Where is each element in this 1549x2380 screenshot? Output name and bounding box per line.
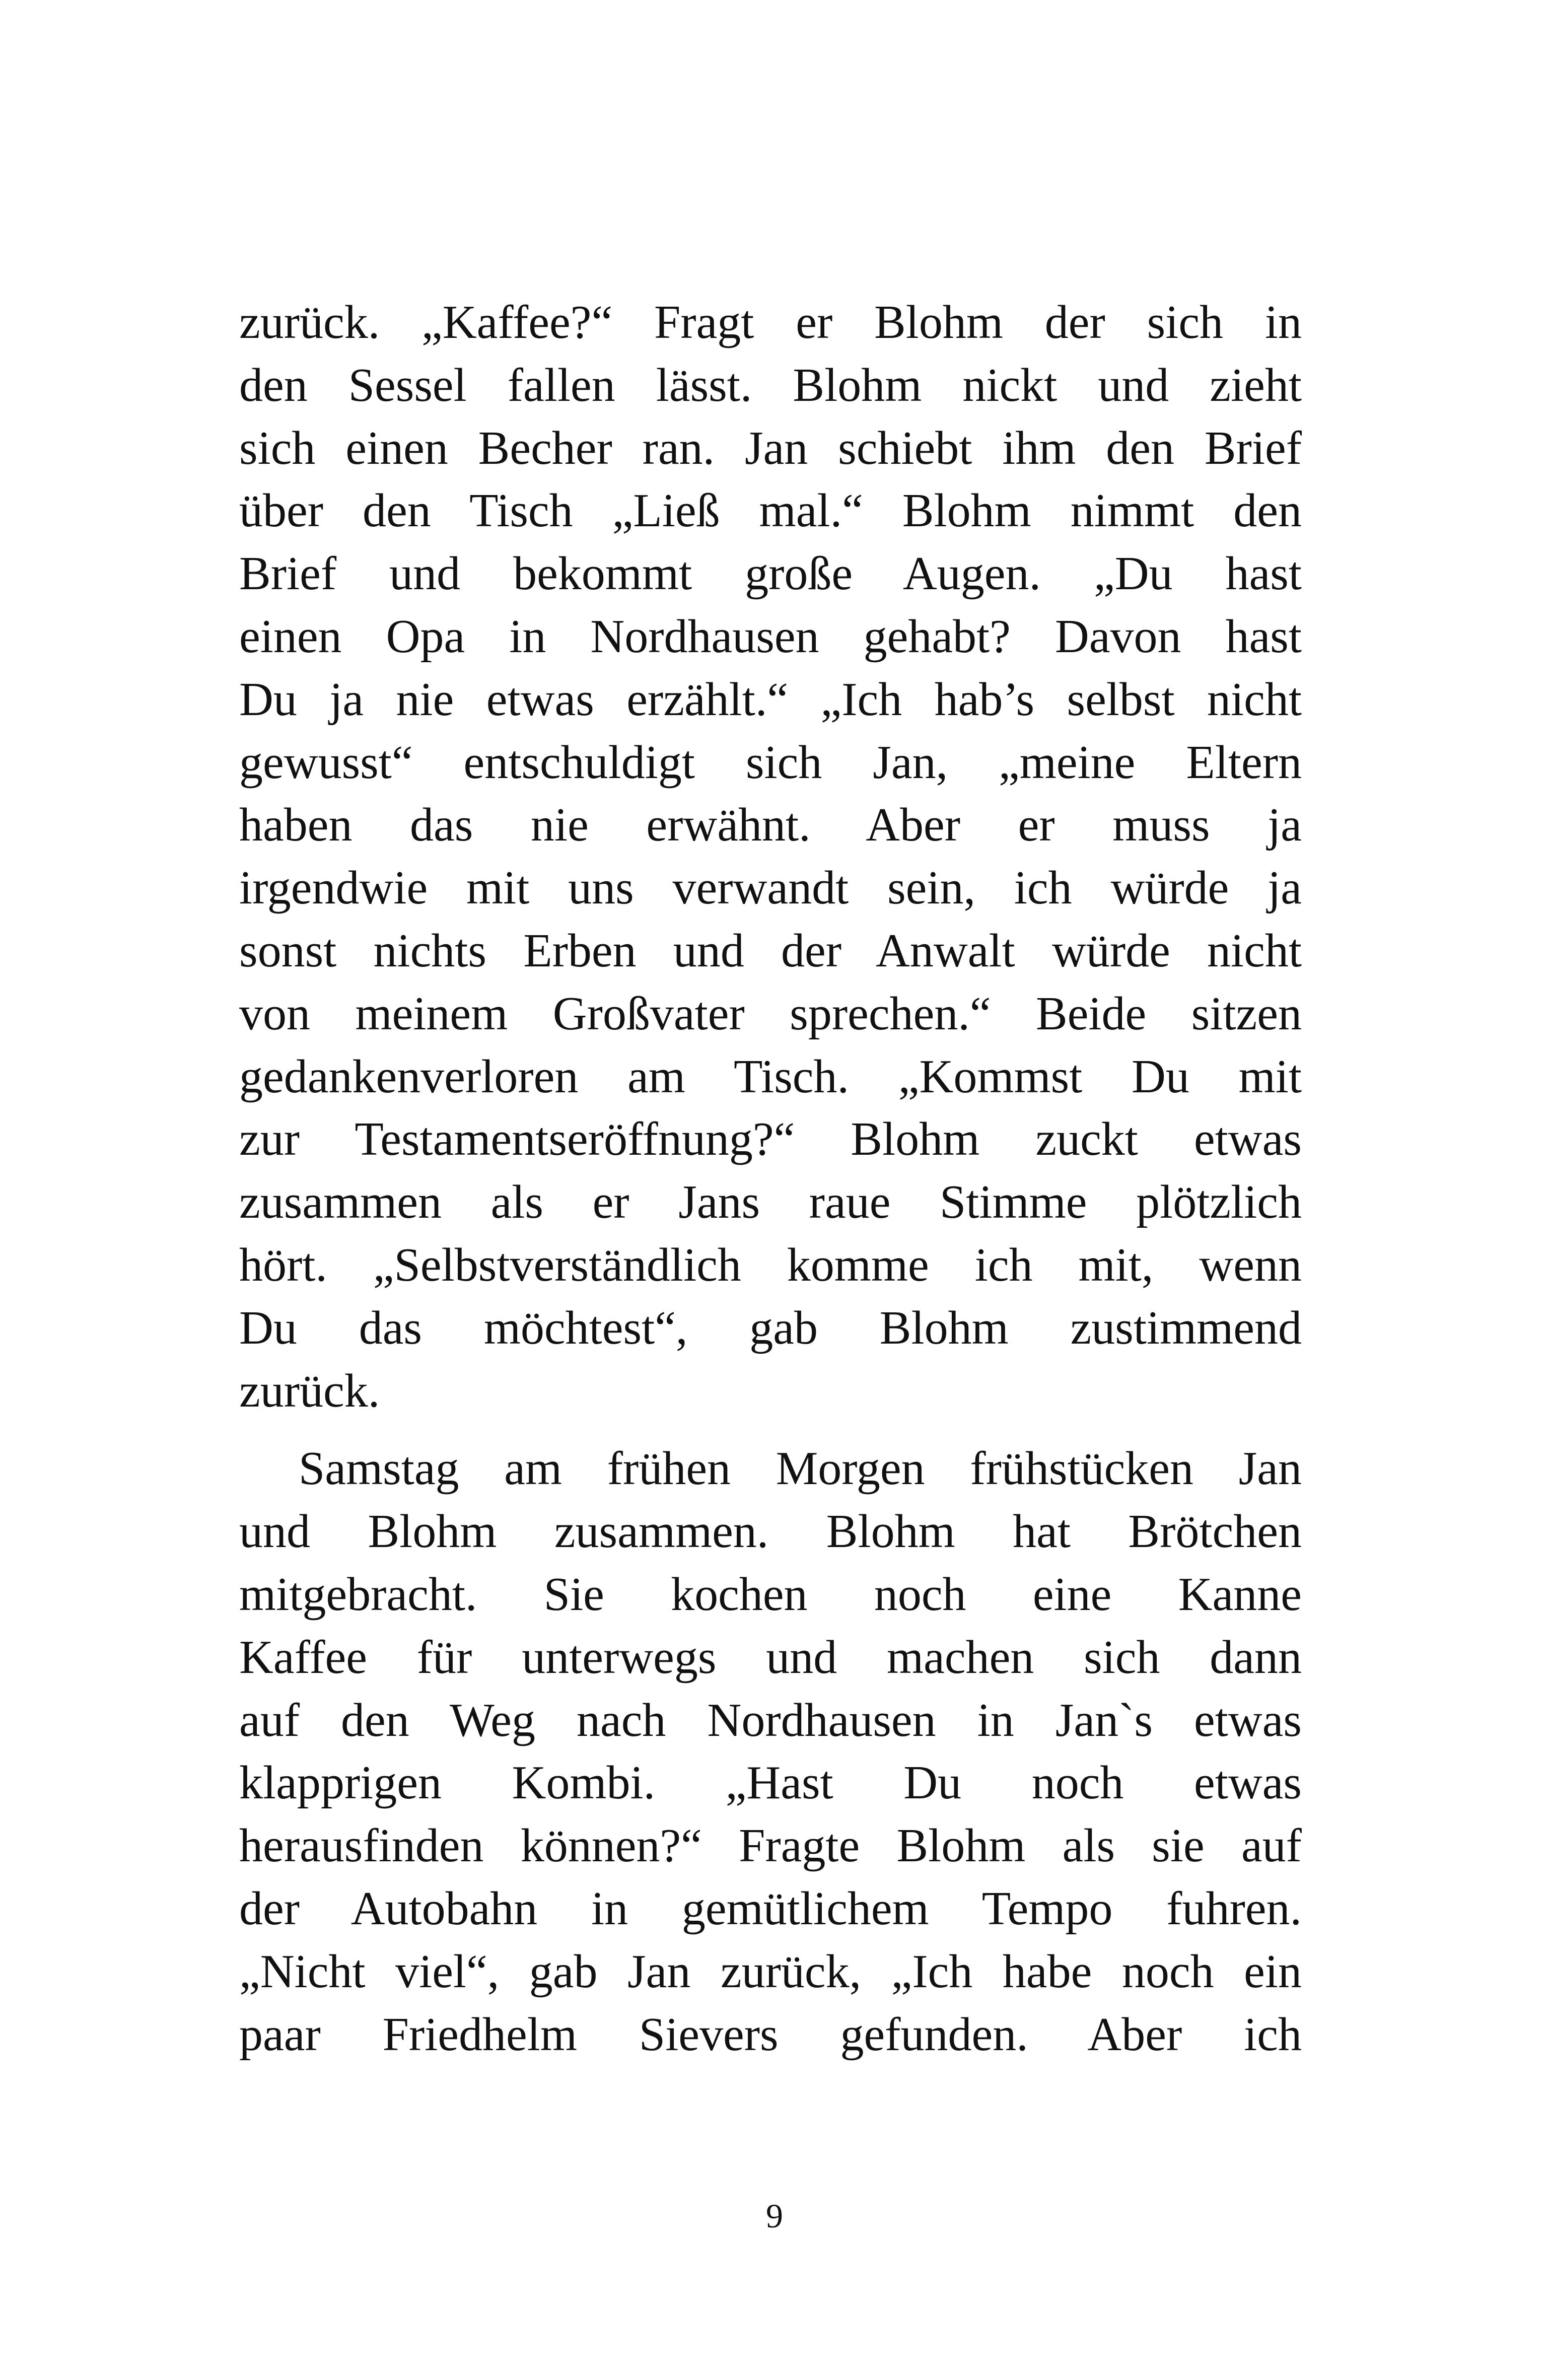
text-line: zurück. (239, 1364, 380, 1417)
text-line: einen Opa in Nordhausen gehabt? Davon hast (239, 610, 1302, 663)
text-line: „Nicht viel“, gab Jan zurück, „Ich habe noch ein (239, 1945, 1302, 1998)
text-line: den Sessel fallen lässt. Blohm nickt und zieht (239, 359, 1302, 411)
text-line: auf den Weg nach Nordhausen in Jan`s etwas (239, 1694, 1302, 1746)
text-line: Brief und bekommt große Augen. „Du hast (239, 547, 1302, 600)
text-line: haben das nie erwähnt. Aber er muss ja (239, 799, 1302, 852)
text-line: herausfinden können?“ Fragte Blohm als sie auf (239, 1819, 1302, 1872)
text-line: zur Testamentseröffnung?“ Blohm zuckt etwas (239, 1113, 1302, 1166)
text-line: von meinem Großvater sprechen.“ Beide sitzen (239, 987, 1302, 1040)
text-line: Kaffee für unterwegs und machen sich dann (239, 1631, 1302, 1684)
text-line: Du das möchtest“, gab Blohm zustimmend (239, 1301, 1302, 1354)
text-line: gedankenverloren am Tisch. „Kommst Du mit (239, 1050, 1302, 1103)
text-line: sonst nichts Erben und der Anwalt würde nicht (239, 924, 1302, 977)
text-line: klapprigen Kombi. „Hast Du noch etwas (239, 1757, 1302, 1809)
body-text (239, 291, 1302, 2066)
paragraph-gap (239, 1422, 1302, 1437)
text-line: zusammen als er Jans raue Stimme plötzlich (239, 1176, 1302, 1229)
text-line: sich einen Becher ran. Jan schiebt ihm den Brief (239, 422, 1302, 474)
text-line: und Blohm zusammen. Blohm hat Brötchen (239, 1505, 1302, 1558)
text-line: irgendwie mit uns verwandt sein, ich würde ja (239, 862, 1302, 915)
text-line: mitgebracht. Sie kochen noch eine Kanne (239, 1568, 1302, 1621)
text-line: Samstag am frühen Morgen frühstücken Jan (299, 1442, 1302, 1495)
text-line: über den Tisch „Ließ mal.“ Blohm nimmt den (239, 484, 1302, 537)
text-line: paar Friedhelm Sievers gefunden. Aber ich (239, 2008, 1302, 2061)
text-line: der Autobahn in gemütlichem Tempo fuhren. (239, 1882, 1302, 1935)
text-line: gewusst“ entschuldigt sich Jan, „meine Eltern (239, 736, 1302, 789)
text-line: zurück. „Kaffee?“ Fragt er Blohm der sich in (239, 296, 1302, 348)
page-number: 9 (766, 2197, 783, 2235)
text-line: Du ja nie etwas erzählt.“ „Ich hab’s selbst nicht (239, 673, 1302, 726)
text-line: hört. „Selbstverständlich komme ich mit, wenn (239, 1238, 1302, 1291)
